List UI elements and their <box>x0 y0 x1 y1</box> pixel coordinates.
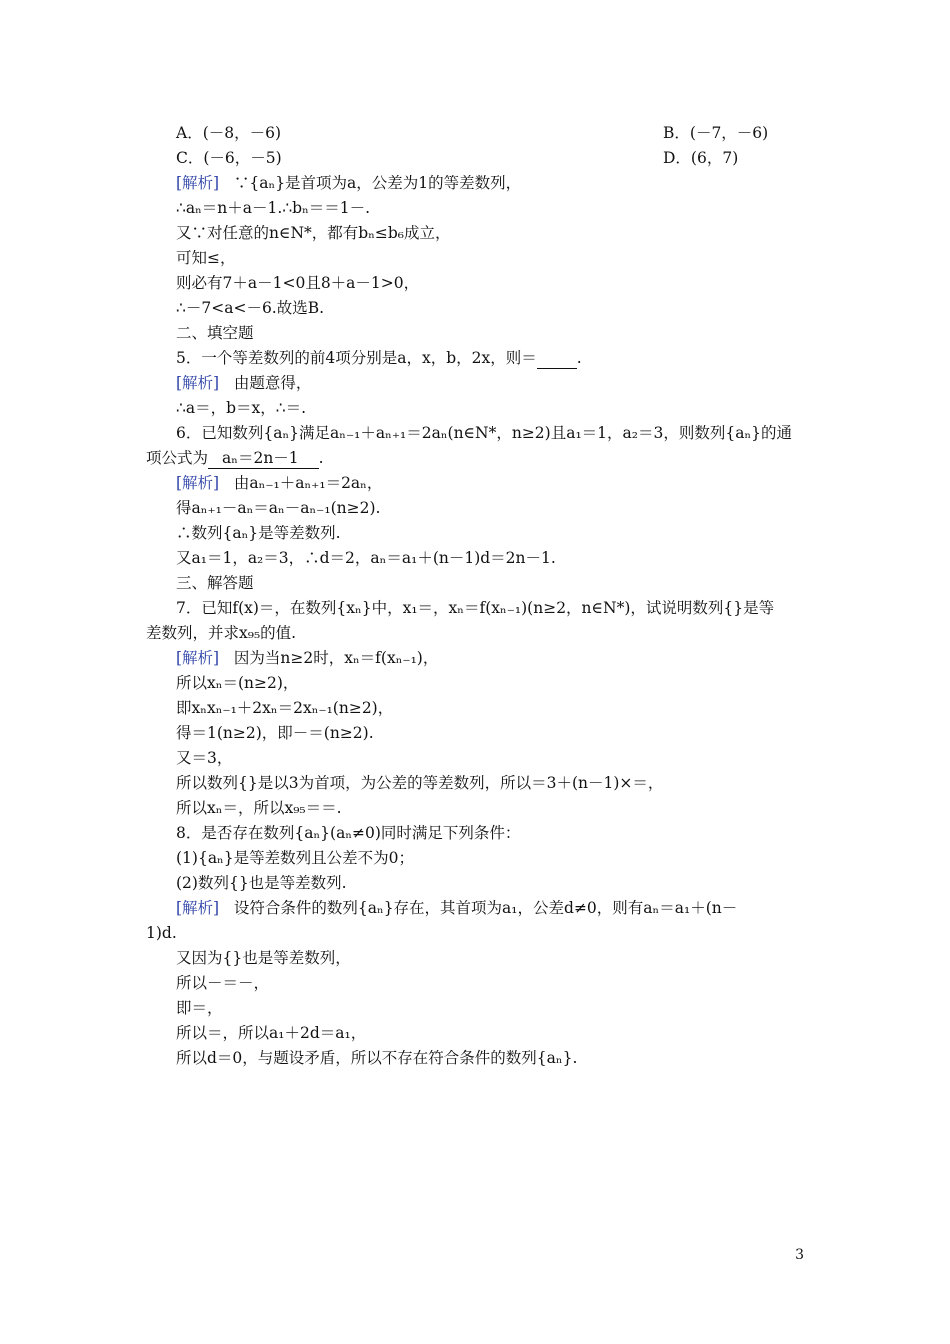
q8-solution-line-4: 即＝， <box>176 999 223 1017</box>
q6-stem-line-1: 6．已知数列{aₙ}满足aₙ₋₁＋aₙ₊₁＝2aₙ(n∈N*，n≥2)且a₁＝1，a₂＝3，则数列{aₙ}的通 <box>176 424 793 442</box>
answer-blank <box>537 348 577 369</box>
q6-solution-line-3: ∴数列{aₙ}是等差数列. <box>176 524 341 542</box>
option-d: D．(6，7) <box>663 149 739 167</box>
q4-solution-line-2: ∴aₙ＝n＋a－1.∴bₙ＝＝1－. <box>176 199 371 217</box>
q8-solution-line-5: 所以＝，所以a₁＋2d＝a₁， <box>176 1024 367 1042</box>
q6-solution-line-2: 得aₙ₊₁－aₙ＝aₙ－aₙ₋₁(n≥2). <box>176 499 381 517</box>
q7-solution-line-7: 所以xₙ＝，所以x₉₅＝＝. <box>176 799 342 817</box>
q5-solution-line-1: [解析] 由题意得， <box>176 374 312 392</box>
option-c: C．(－6，－5) <box>176 149 282 167</box>
analysis-tag: [解析] <box>176 174 220 192</box>
analysis-tag: [解析] <box>176 474 220 492</box>
q8-solution-line-1: [解析] 设符合条件的数列{aₙ}存在，其首项为a₁，公差d≠0，则有aₙ＝a₁＋(n－ <box>176 899 738 917</box>
option-b: B．(－7，－6) <box>663 124 769 142</box>
q7-solution-line-4: 得＝1(n≥2)，即－＝(n≥2). <box>176 724 374 742</box>
analysis-tag: [解析] <box>176 899 220 917</box>
section-answer-heading: 三、解答题 <box>176 574 254 592</box>
q7-solution-line-6: 所以数列{}是以3为首项，为公差的等差数列，所以＝3＋(n－1)×＝， <box>176 774 664 792</box>
page-number: 3 <box>795 1247 804 1263</box>
q7-solution-line-3: 即xₙxₙ₋₁＋2xₙ＝2xₙ₋₁(n≥2)， <box>176 699 394 717</box>
q8-solution-line-3: 所以－＝－， <box>176 974 270 992</box>
analysis-tag: [解析] <box>176 649 220 667</box>
q6-solution-line-1: [解析] 由aₙ₋₁＋aₙ₊₁＝2aₙ， <box>176 474 383 492</box>
q5-solution-line-2: ∴a＝，b＝x，∴＝. <box>176 399 307 417</box>
q4-solution-line-3: 又∵对任意的n∈N*，都有bₙ≤b₆成立， <box>176 224 451 242</box>
q8-condition-2: (2)数列{}也是等差数列. <box>176 874 347 892</box>
q4-solution-line-6: ∴－7<a<－6.故选B. <box>176 299 325 317</box>
q4-solution-line-1: [解析] ∵{aₙ}是首项为a，公差为1的等差数列， <box>176 174 522 192</box>
q7-solution-line-1: [解析] 因为当n≥2时，xₙ＝f(xₙ₋₁)， <box>176 649 439 667</box>
q7-stem-line-2: 差数列，并求x₉₅的值. <box>146 624 297 642</box>
analysis-tag: [解析] <box>176 374 220 392</box>
q6-solution-line-4: 又a₁＝1，a₂＝3，∴d＝2，aₙ＝a₁＋(n－1)d＝2n－1. <box>176 549 556 567</box>
q7-solution-line-2: 所以xₙ＝(n≥2)， <box>176 674 299 692</box>
q4-solution-line-4: 可知≤， <box>176 249 236 267</box>
q8-solution-line-2: 又因为{}也是等差数列， <box>176 949 351 967</box>
q8-solution-line-1b: 1)d. <box>146 924 177 942</box>
options-row-1 <box>176 123 769 143</box>
q8-condition-1: (1){aₙ}是等差数列且公差不为0； <box>176 849 414 867</box>
option-a: A．(－8，－6) <box>176 124 282 142</box>
q8-stem: 8．是否存在数列{aₙ}(aₙ≠0)同时满足下列条件： <box>176 824 521 842</box>
q8-solution-line-6: 所以d＝0，与题设矛盾，所以不存在符合条件的数列{aₙ}. <box>176 1049 578 1067</box>
section-fill-in-heading: 二、填空题 <box>176 324 254 342</box>
q6-answer: aₙ＝2n－1 <box>208 448 319 469</box>
q6-stem-line-2: 项公式为 aₙ＝2n－1 . <box>146 449 324 467</box>
options-row-2 <box>176 148 739 168</box>
q5-stem: 5．一个等差数列的前4项分别是a，x，b，2x，则＝ . <box>176 349 582 367</box>
q7-solution-line-5: 又＝3， <box>176 749 233 767</box>
q4-solution-line-5: 则必有7＋a－1<0且8＋a－1>0， <box>176 274 420 292</box>
q7-stem-line-1: 7．已知f(x)＝，在数列{xₙ}中，x₁＝，xₙ＝f(xₙ₋₁)(n≥2，n∈N*)，试说明数列{}是等 <box>176 599 775 617</box>
